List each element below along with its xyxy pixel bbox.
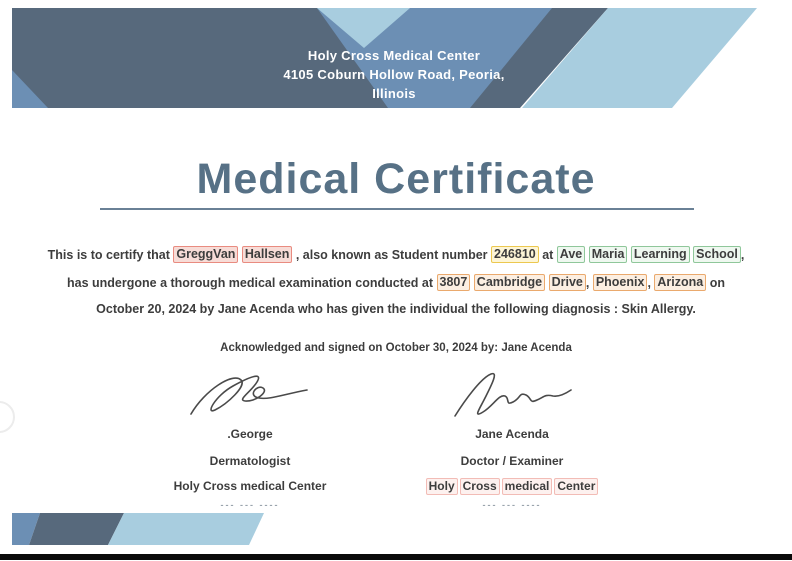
entity-school-word-2: Maria	[589, 246, 628, 263]
entity-org-word-3: medical	[502, 478, 553, 495]
signature-image-george	[185, 370, 315, 422]
signatory-phone-clipped: --- --- ----	[220, 500, 280, 510]
entity-street-type: Drive	[549, 274, 586, 291]
entity-last-name: Hallsen	[242, 246, 292, 263]
entity-org-word-1: Holy	[426, 478, 458, 495]
certify-statement-line2	[0, 274, 792, 291]
header-org-block	[244, 46, 544, 103]
header-org-address-line1: 4105 Coburn Hollow Road, Peoria,	[283, 67, 505, 82]
body-text: , also known as Student number	[292, 247, 492, 262]
entity-street-name: Cambridge	[474, 274, 545, 291]
signatory-organization	[425, 479, 600, 493]
body-text: October 20, 2024 by Jane Acenda who has given the individual the following diagnosis : Skin Allergy.	[96, 302, 696, 316]
body-text: ,	[647, 275, 655, 290]
signatory-name: Jane Acenda	[475, 427, 549, 441]
signature-image-jane-acenda	[447, 370, 577, 422]
entity-school-word-3: Learning	[631, 246, 690, 263]
body-text: on	[706, 275, 725, 290]
body-text: at	[538, 247, 557, 262]
certify-statement-line1	[0, 246, 792, 263]
signatory-left	[140, 370, 360, 510]
entity-state: Arizona	[654, 274, 706, 291]
signatory-right	[402, 370, 622, 510]
entity-org-word-4: Center	[554, 478, 598, 495]
carousel-prev-button[interactable]	[0, 401, 15, 433]
certificate-title: Medical Certificate	[196, 155, 596, 203]
entity-school-word-1: Ave	[557, 246, 585, 263]
certify-statement-line3	[0, 302, 792, 316]
header-org-name: Holy Cross Medical Center	[307, 48, 481, 63]
body-text: This is to certify that	[47, 247, 174, 262]
body-text: Acknowledged and signed on October 30, 2024 by: Jane Acenda	[220, 342, 572, 354]
entity-first-name: GreggVan	[173, 246, 238, 263]
signatory-phone-clipped: --- --- ----	[482, 500, 542, 510]
entity-org-word-2: Cross	[460, 478, 500, 495]
entity-street-number: 3807	[437, 274, 471, 291]
acknowledgment-line	[0, 342, 792, 354]
body-text: has undergone a thorough medical examination conducted at	[67, 275, 437, 290]
body-text: ,	[585, 275, 593, 290]
title-underline	[100, 208, 694, 210]
body-text: ,	[740, 247, 745, 262]
signatory-organization: Holy Cross medical Center	[173, 479, 327, 493]
entity-student-number: 246810	[491, 246, 539, 263]
signatory-role: Doctor / Examiner	[460, 454, 564, 468]
entity-school-word-4: School	[693, 246, 741, 263]
header-org-address-line2: Illinois	[372, 86, 416, 101]
entity-city: Phoenix	[593, 274, 648, 291]
signatory-role: Dermatologist	[209, 454, 291, 468]
signatory-name: .George	[227, 427, 273, 441]
